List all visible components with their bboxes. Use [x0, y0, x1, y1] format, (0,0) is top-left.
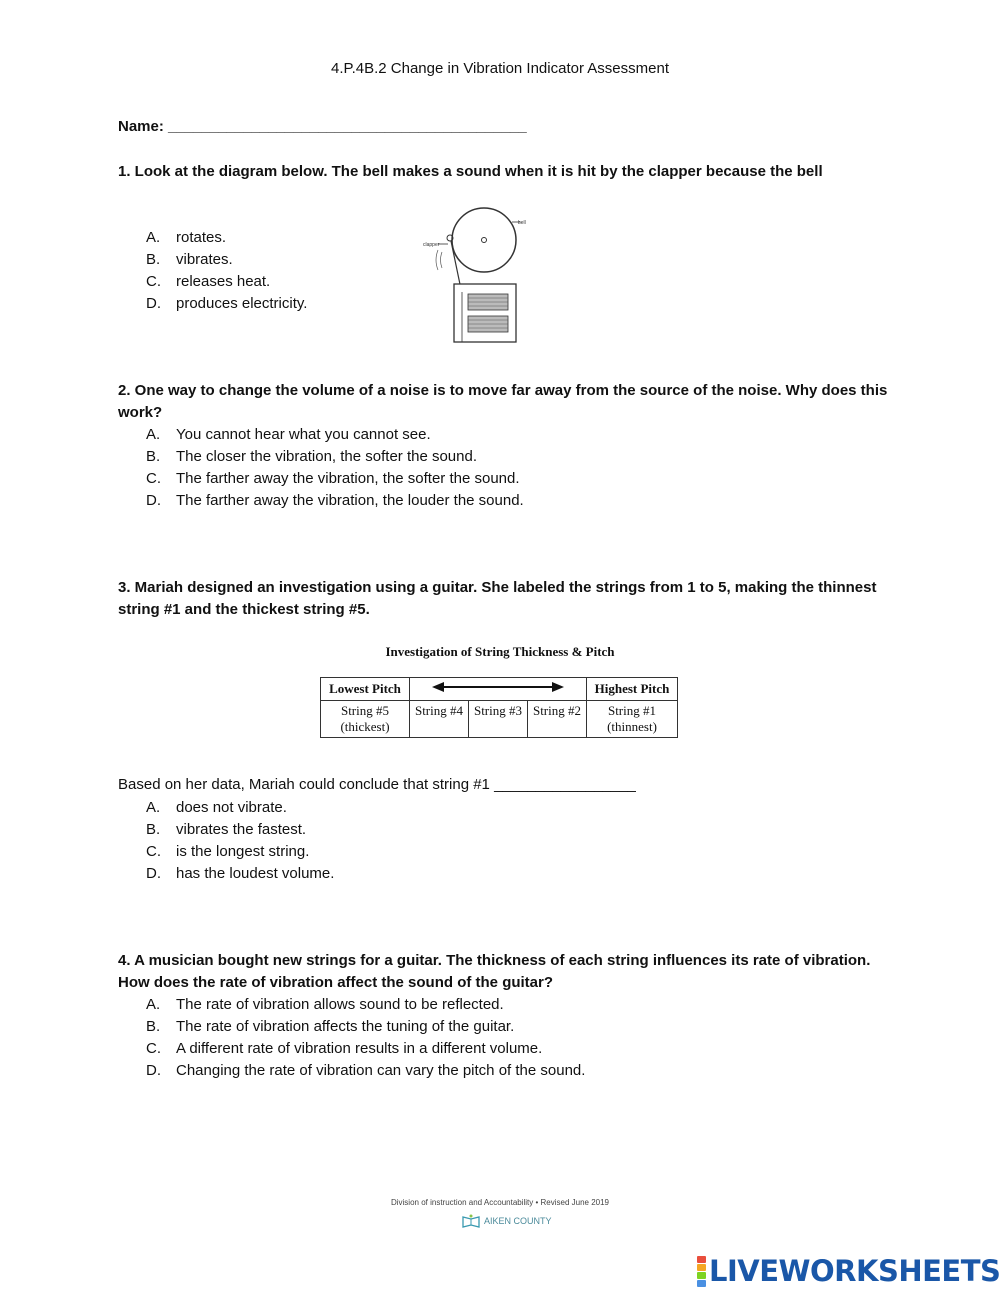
option-b[interactable]: B. vibrates.	[146, 251, 233, 268]
option-c[interactable]: C. releases heat.	[146, 273, 271, 290]
option-c[interactable]: C. A different rate of vibration results in a different volume.	[146, 1040, 543, 1057]
question-3-prompt: Based on her data, Mariah could conclude that string #1 _________________	[118, 776, 636, 793]
table-cell: String #3	[469, 701, 528, 738]
bell-label: bell	[518, 220, 526, 226]
option-c[interactable]: C. is the longest string.	[146, 843, 310, 860]
table-cell: String #4	[410, 701, 469, 738]
document-title: 4.P.4B.2 Change in Vibration Indicator Assessment	[331, 60, 669, 77]
name-field-label: Name: ___________________________________________	[118, 118, 527, 135]
question-1-options	[146, 227, 307, 315]
question-4-text: 4. A musician bought new strings for a guitar. The thickness of each string influences its rate of vibration. How does the rate of vibration affect the sound of the guitar?	[118, 952, 871, 991]
option-d[interactable]: D. produces electricity.	[146, 295, 308, 312]
bell-diagram	[420, 204, 530, 344]
option-b[interactable]: B. The rate of vibration affects the tuning of the guitar.	[146, 1018, 515, 1035]
option-d[interactable]: D. has the loudest volume.	[146, 865, 335, 882]
table-title: Investigation of String Thickness & Pitch	[385, 644, 615, 659]
table-cell: String #5 (thickest)	[321, 701, 410, 738]
option-a[interactable]: A. rotates.	[146, 229, 227, 246]
question-3-text: 3. Mariah designed an investigation using a guitar. She labeled the strings from 1 to 5, making the thinnest string #1 and the thickest string #5.	[118, 579, 877, 618]
brand-text: LIVEWORKSHEETS	[709, 1254, 1000, 1288]
option-b[interactable]: B. vibrates the fastest.	[146, 821, 307, 838]
option-a[interactable]: A. The rate of vibration allows sound to be reflected.	[146, 996, 504, 1013]
question-2-text: 2. One way to change the volume of a noise is to move far away from the source of the noise. Why does this work?	[118, 382, 888, 421]
question-4-options	[146, 994, 585, 1082]
table-cell: String #2	[528, 701, 587, 738]
option-d[interactable]: D. The farther away the vibration, the louder the sound.	[146, 492, 524, 509]
option-b[interactable]: B. The closer the vibration, the softer the sound.	[146, 448, 478, 465]
table-cell: String #1 (thinnest)	[587, 701, 678, 738]
question-3-options	[146, 797, 334, 885]
highest-pitch-header: Highest Pitch	[587, 678, 678, 701]
book-logo-icon	[462, 1214, 480, 1228]
footer-revision: Division of instruction and Accountability • Revised June 2019	[390, 1198, 610, 1207]
question-1-text: 1. Look at the diagram below. The bell makes a sound when it is hit by the clapper because the bell	[118, 163, 823, 180]
option-a[interactable]: A. does not vibrate.	[146, 799, 287, 816]
pitch-arrow	[410, 678, 587, 701]
option-c[interactable]: C. The farther away the vibration, the softer the sound.	[146, 470, 520, 487]
liveworksheets-logo	[697, 1254, 1000, 1288]
lowest-pitch-header: Lowest Pitch	[321, 678, 410, 701]
brand-color-bars-icon	[697, 1256, 706, 1287]
org-name: AIKEN COUNTY	[484, 1216, 552, 1226]
option-d[interactable]: D. Changing the rate of vibration can vary the pitch of the sound.	[146, 1062, 586, 1079]
pitch-table	[320, 677, 678, 738]
clapper-label: clapper	[423, 242, 440, 248]
footer-org	[462, 1214, 552, 1228]
question-2-options	[146, 424, 524, 512]
option-a[interactable]: A. You cannot hear what you cannot see.	[146, 426, 431, 443]
